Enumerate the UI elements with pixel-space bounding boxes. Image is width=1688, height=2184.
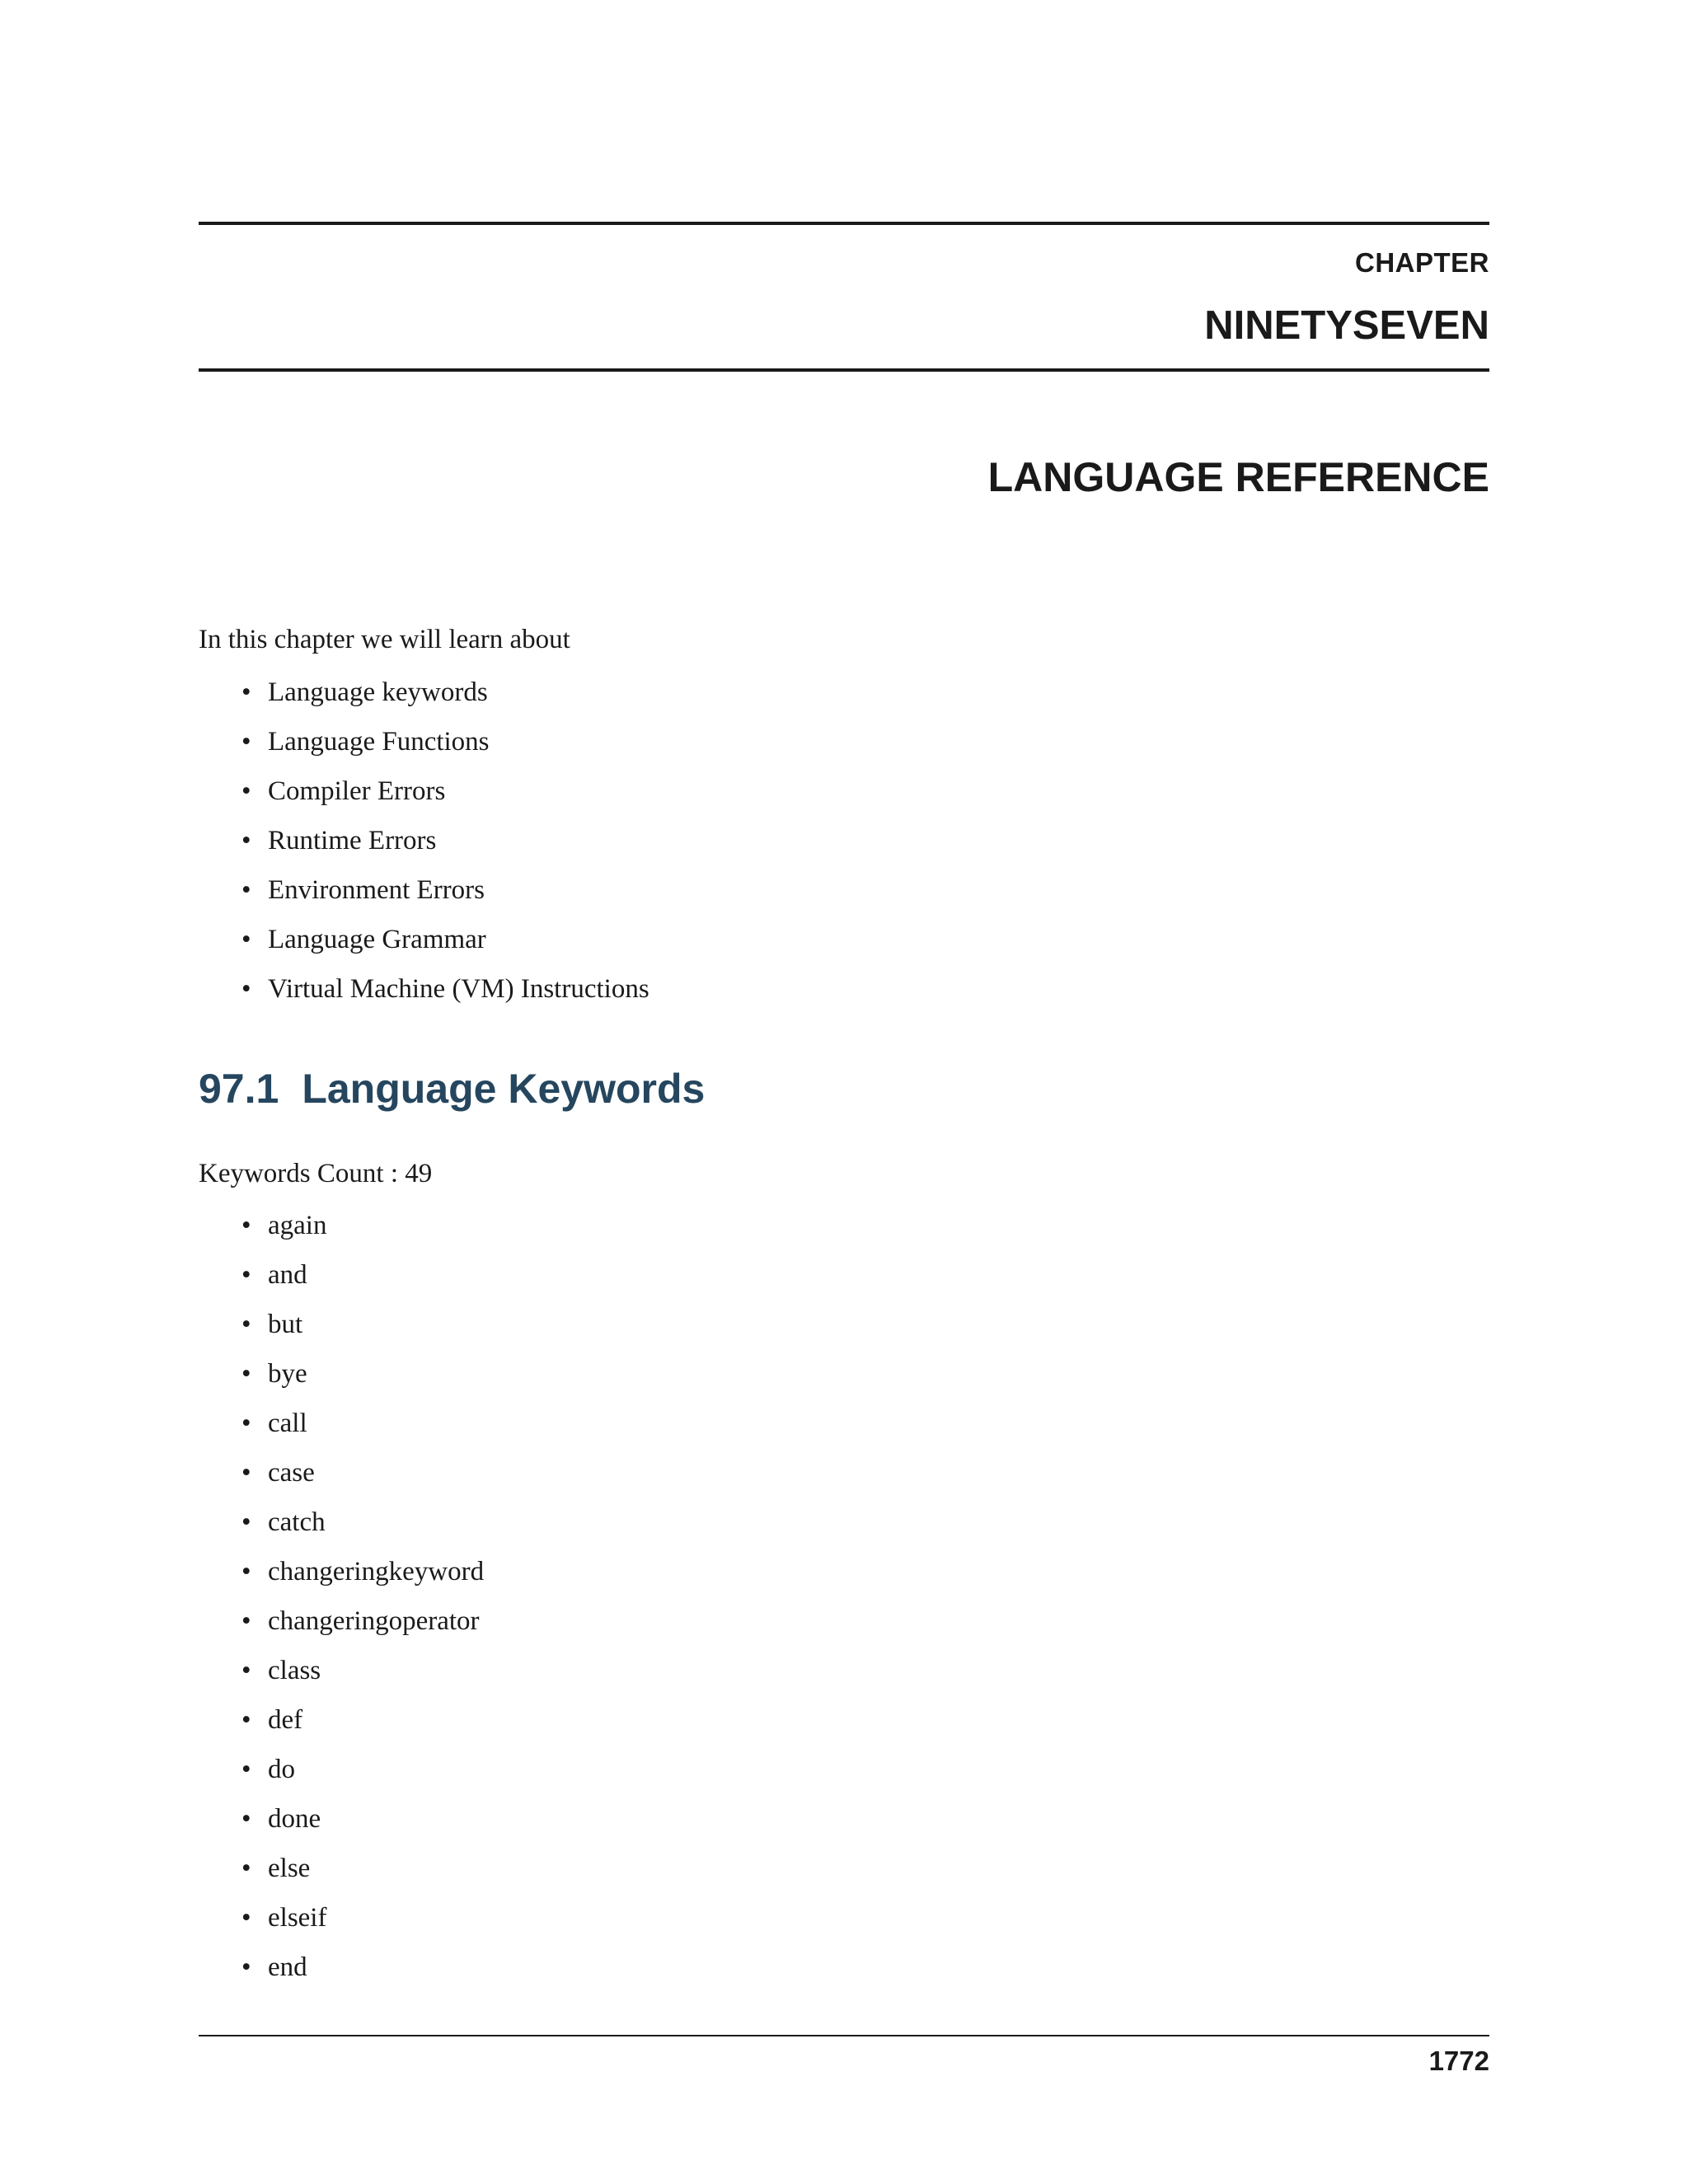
keyword-text: def	[268, 1705, 303, 1735]
keyword-text: again	[268, 1211, 327, 1240]
chapter-title: LANGUAGE REFERENCE	[987, 454, 1489, 500]
keyword-item	[199, 1704, 484, 1754]
bullet-icon: •	[241, 1952, 251, 1982]
bullet-icon: •	[241, 1211, 251, 1240]
list-item-text: Language keywords	[268, 677, 488, 707]
keyword-text: end	[268, 1952, 307, 1982]
intro-text: In this chapter we will learn about	[199, 625, 570, 654]
keyword-text: case	[268, 1458, 315, 1488]
bullet-icon: •	[241, 875, 251, 905]
bullet-icon: •	[241, 1557, 251, 1586]
keyword-text: and	[268, 1260, 307, 1290]
bullet-icon: •	[241, 1903, 251, 1933]
keyword-item	[199, 1556, 484, 1605]
keyword-text: do	[268, 1755, 295, 1784]
section-title: Language Keywords	[302, 1066, 706, 1112]
bullet-icon: •	[241, 1656, 251, 1685]
page-number: 1772	[1428, 2046, 1489, 2076]
intro-topic-list	[199, 677, 649, 1023]
keyword-text: else	[268, 1854, 311, 1883]
bullet-icon: •	[241, 677, 251, 707]
chapter-label: CHAPTER	[1354, 247, 1489, 278]
keyword-item	[199, 1803, 484, 1853]
list-item-text: Language Grammar	[268, 925, 486, 954]
chapter-number: NINETYSEVEN	[1204, 303, 1489, 348]
keyword-list	[199, 1210, 484, 2001]
list-item	[199, 677, 649, 726]
bullet-icon: •	[241, 1606, 251, 1636]
list-item	[199, 825, 649, 874]
list-item	[199, 726, 649, 776]
keyword-item	[199, 1457, 484, 1507]
list-item	[199, 924, 649, 973]
footer-rule	[199, 2035, 1489, 2036]
keyword-item	[199, 1210, 484, 1259]
bullet-icon: •	[241, 1854, 251, 1883]
keyword-text: bye	[268, 1359, 307, 1389]
list-item	[199, 874, 649, 924]
bullet-icon: •	[241, 1804, 251, 1834]
keyword-item	[199, 1952, 484, 2001]
list-item-text: Virtual Machine (VM) Instructions	[268, 974, 649, 1004]
bullet-icon: •	[241, 776, 251, 806]
keyword-text: changeringoperator	[268, 1606, 480, 1636]
bullet-icon: •	[241, 1705, 251, 1735]
keyword-text: catch	[268, 1507, 326, 1537]
keywords-count: Keywords Count : 49	[199, 1159, 433, 1188]
bullet-icon: •	[241, 1755, 251, 1784]
bullet-icon: •	[241, 826, 251, 855]
keyword-item	[199, 1408, 484, 1457]
chapter-top-rule	[199, 222, 1489, 225]
keyword-item	[199, 1853, 484, 1902]
bullet-icon: •	[241, 925, 251, 954]
bullet-icon: •	[241, 1408, 251, 1438]
chapter-bottom-rule	[199, 368, 1489, 372]
bullet-icon: •	[241, 1458, 251, 1488]
keyword-text: but	[268, 1310, 303, 1339]
keyword-text: elseif	[268, 1903, 327, 1933]
keyword-text: done	[268, 1804, 321, 1834]
bullet-icon: •	[241, 1260, 251, 1290]
list-item-text: Runtime Errors	[268, 826, 437, 855]
list-item-text: Language Functions	[268, 727, 490, 757]
list-item	[199, 973, 649, 1023]
keyword-item	[199, 1754, 484, 1803]
keyword-item	[199, 1655, 484, 1704]
bullet-icon: •	[241, 1310, 251, 1339]
bullet-icon: •	[241, 974, 251, 1004]
keyword-item	[199, 1507, 484, 1556]
bullet-icon: •	[241, 1359, 251, 1389]
keyword-item	[199, 1902, 484, 1952]
section-number: 97.1	[199, 1066, 279, 1112]
keyword-text: class	[268, 1656, 321, 1685]
bullet-icon: •	[241, 1507, 251, 1537]
list-item-text: Environment Errors	[268, 875, 485, 905]
keyword-item	[199, 1358, 484, 1408]
keyword-item	[199, 1605, 484, 1655]
list-item-text: Compiler Errors	[268, 776, 446, 806]
bullet-icon: •	[241, 727, 251, 757]
list-item	[199, 776, 649, 825]
keyword-item	[199, 1309, 484, 1358]
section-heading	[199, 1065, 705, 1113]
keyword-text: call	[268, 1408, 307, 1438]
keyword-text: changeringkeyword	[268, 1557, 485, 1586]
keyword-item	[199, 1259, 484, 1309]
